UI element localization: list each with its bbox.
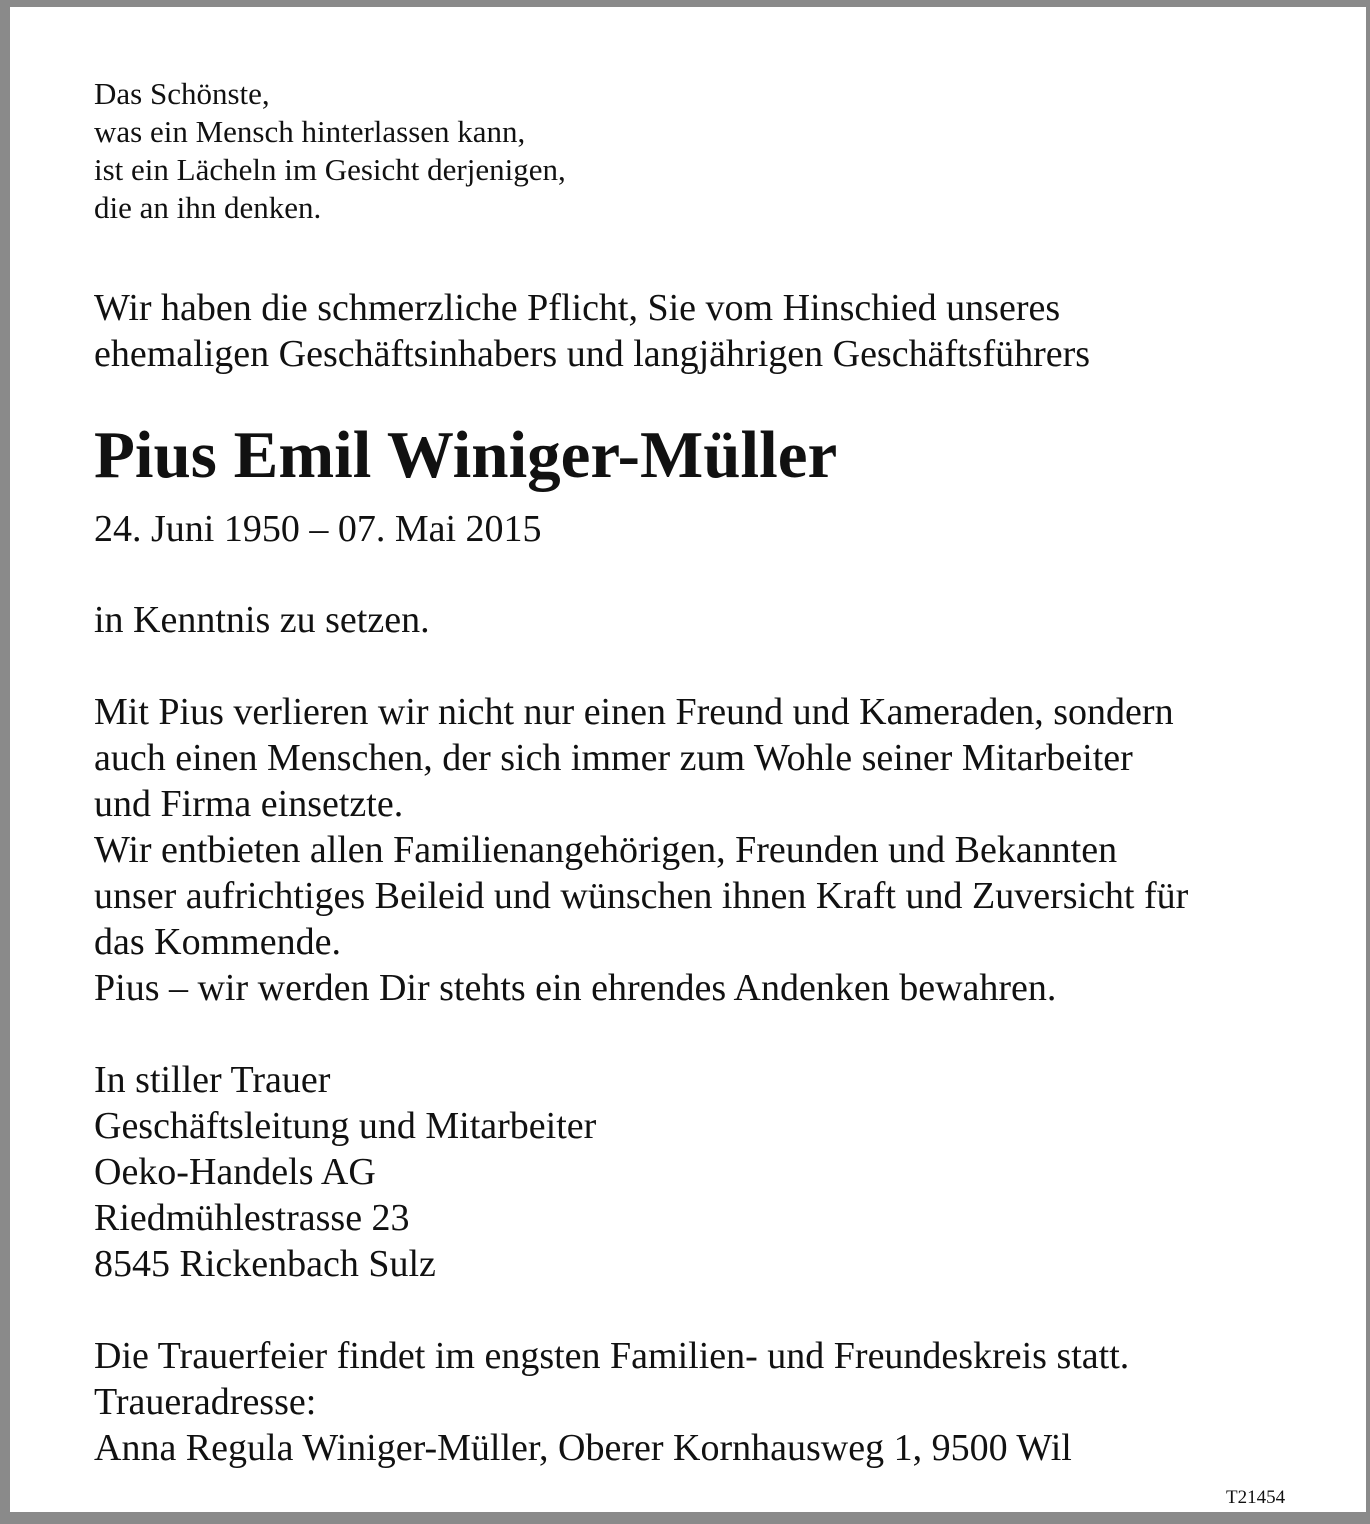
ceremony-line: Die Trauerfeier findet im engsten Familien- und Freundeskreis statt. [94, 1335, 1130, 1377]
tribute-line: auch einen Menschen, der sich immer zum Wohle seiner Mitarbeiter [94, 737, 1133, 779]
signature-line: In stiller Trauer [94, 1059, 331, 1101]
reference-code: T21454 [1226, 1487, 1286, 1508]
signature-line: 8545 Rickenbach Sulz [94, 1243, 436, 1285]
deceased-name: Pius Emil Winiger-Müller [94, 418, 838, 492]
life-dates: 24. Juni 1950 – 07. Mai 2015 [94, 508, 542, 550]
tribute-line: Mit Pius verlieren wir nicht nur einen Freund und Kameraden, sondern [94, 691, 1174, 733]
intro-line: Wir haben die schmerzliche Pflicht, Sie vom Hinschied unseres [94, 287, 1061, 329]
quote-line: die an ihn denken. [94, 190, 322, 225]
signature-line: Riedmühlestrasse 23 [94, 1197, 410, 1239]
notice-end: in Kenntnis zu setzen. [94, 599, 430, 641]
tribute-line: das Kommende. [94, 921, 341, 963]
tribute-line: Pius – wir werden Dir stehts ein ehrendes Andenken bewahren. [94, 967, 1057, 1009]
quote-line: Das Schönste, [94, 76, 270, 111]
tribute-line: unser aufrichtiges Beileid und wünschen ihnen Kraft und Zuversicht für [94, 875, 1189, 917]
quote-line: was ein Mensch hinterlassen kann, [94, 114, 526, 149]
signature-line: Oeko-Handels AG [94, 1151, 376, 1193]
quote-line: ist ein Lächeln im Gesicht derjenigen, [94, 152, 566, 187]
ceremony-line: Traueradresse: [94, 1381, 317, 1423]
tribute-line: und Firma einsetzte. [94, 783, 404, 825]
intro-line: ehemaligen Geschäftsinhabers und langjährigen Geschäftsführers [94, 333, 1091, 375]
signature-line: Geschäftsleitung und Mitarbeiter [94, 1105, 597, 1147]
ceremony-line: Anna Regula Winiger-Müller, Oberer Kornhausweg 1, 9500 Wil [94, 1427, 1072, 1469]
tribute-line: Wir entbieten allen Familienangehörigen, Freunden und Bekannten [94, 829, 1118, 871]
